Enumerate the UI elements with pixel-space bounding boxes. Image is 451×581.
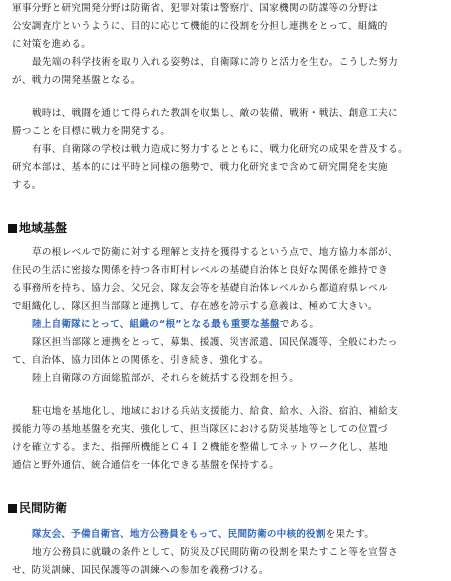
text-line: 公安調査庁というように、目的に応じて機能的に役割を分担し連携をとって、組織的: [12, 21, 388, 32]
highlight-suffix: である。: [279, 319, 320, 330]
text-line: て、自治体、協力団体との関係を、引き続き、強化する。: [12, 355, 269, 366]
text-line: 地方公務員に就職の条件として、防災及び民間防衛の役割を果たすこと等を宣誓さ: [32, 547, 398, 558]
section-title: 民間防衛: [19, 501, 68, 515]
text-line: 陸上自衛隊の方面総監部が、それらを統括する役割を担う。: [32, 373, 300, 384]
text-line: 勝つことを目標に戦力を開発する。: [12, 126, 171, 137]
text-line: 駐屯地を基地化し、地域における兵站支援能力、給食、給水、入浴、宿泊、補給支: [32, 406, 399, 417]
text-line: る事務所を持ち、協力会、父兄会、隊友会等を基礎自治体レベルから都道府県レベル: [12, 283, 388, 294]
square-bullet-icon: [8, 224, 17, 233]
text-line: 隊区担当部隊と連携をとって、募集、援護、災害派遣、国民保護等、全般にわたっ: [32, 337, 398, 348]
text-line: せ、防災訓練、国民保護等の訓練への参加を義務づける。: [12, 565, 269, 576]
text-line: 戦時は、戦闘を通じて得られた教訓を収集し、敵の装備、戦術・戦法、創意工夫に: [32, 108, 399, 119]
text-line: 有事、自衛隊の学校は戦力造成に努力するとともに、戦力化研究の成果を普及する。: [32, 144, 408, 155]
text-line: 援能力等の基地基盤を充実、強化して、担当隊区における防災基地等としての位置づ: [12, 424, 388, 435]
text-line: で組織化し、隊区担当部隊と連携して、存在感を誇示する意義は、極めて大きい。: [12, 301, 378, 312]
text-line: けを確立する。また、指揮所機能とＣ４Ｉ２機能を整備してネットワーク化し、基地: [12, 442, 388, 453]
square-bullet-icon: [8, 504, 17, 513]
text-line: 通信と野外通信、統合通信を一体化できる基盤を保持する。: [12, 460, 280, 471]
section-heading-regional-base: [8, 220, 438, 236]
text-line: 最先端の科学技術を取り入れる姿勢は、自衛隊に誇りと活力を生む。こうした努力: [32, 57, 399, 68]
text-line: 草の根レベルで防衛に対する理解と支持を獲得するという点で、地方協力本部が、: [32, 247, 398, 258]
text-line: が、戦力の開発基盤となる。: [12, 75, 141, 86]
highlight-text: 陸上自衛隊にとって、組織の“根”となる最も重要な基盤: [32, 319, 280, 330]
highlight-text: 隊友会、予備自衛官、地方公務員をもって、民間防衛の中核的役割: [32, 529, 326, 540]
text-line: 軍事分野と研究開発分野は防衛省、犯罪対策は警察庁、国家機関の防諜等の分野は: [12, 3, 379, 14]
text-line: 研究本部は、基本的には平時と同様の態勢で、戦力化研究まで含めて研究開発を実施: [12, 162, 388, 173]
text-line: に対策を進める。: [12, 39, 92, 50]
highlight-line: [12, 318, 442, 332]
text-line: 住民の生活に密接な関係を持つ各市町村レベルの基礎自治体と良好な関係を維持でき: [12, 265, 388, 276]
highlight-suffix: を果たす。: [325, 529, 375, 540]
section-heading-civil-defense: [8, 500, 438, 516]
highlight-line: [12, 528, 442, 542]
section-title: 地域基盤: [19, 221, 68, 235]
text-line: する。: [12, 180, 42, 191]
